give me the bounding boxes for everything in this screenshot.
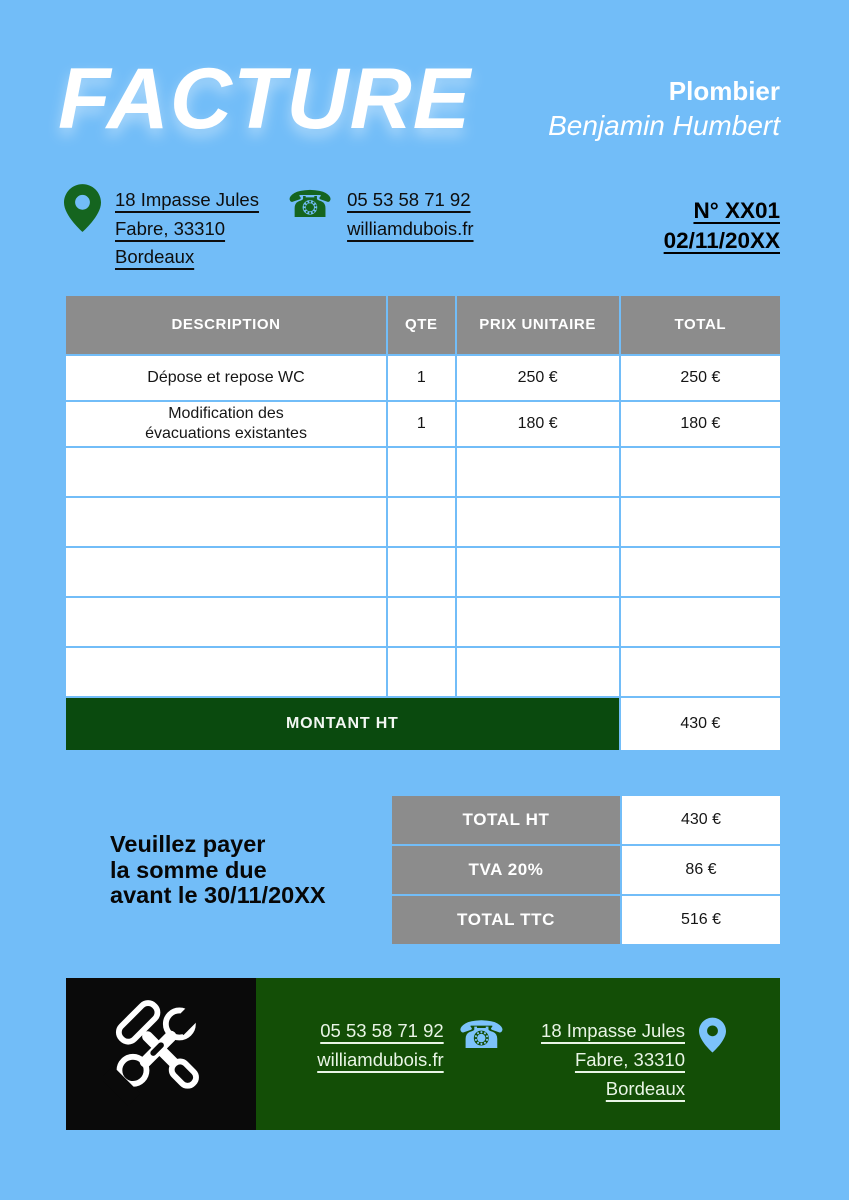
totals-row	[392, 846, 780, 894]
montant-ht-value: 430 €	[621, 698, 780, 750]
address-link[interactable]	[115, 184, 259, 272]
footer-phone-link[interactable]: 05 53 58 71 92	[320, 1020, 444, 1041]
empty-cell	[621, 498, 780, 546]
footer-website-link[interactable]: williamdubois.fr	[317, 1049, 444, 1070]
payment-note-line: Veuillez payer	[110, 831, 266, 857]
empty-cell	[621, 448, 780, 496]
empty-cell	[621, 598, 780, 646]
table-row	[66, 402, 780, 446]
item-total: 180 €	[621, 402, 780, 446]
tva-value: 86 €	[622, 846, 780, 894]
montant-ht-label: MONTANT HT	[66, 698, 619, 750]
logo-box	[66, 978, 256, 1130]
col-header-total: TOTAL	[621, 296, 780, 354]
invoice-date: 02/11/20XX	[663, 228, 780, 253]
empty-cell	[457, 598, 619, 646]
item-description-text: Modification des évacuations existantes	[145, 405, 307, 442]
footer-address-line[interactable]: Fabre, 33310	[574, 1049, 685, 1070]
empty-cell	[66, 448, 386, 496]
phone-icon: ☎	[286, 183, 334, 226]
website-link[interactable]: williamdubois.fr	[347, 217, 474, 239]
total-ttc-value: 516 €	[622, 896, 780, 944]
footer-address-link[interactable]	[541, 1014, 685, 1103]
tools-icon	[103, 994, 219, 1115]
empty-cell	[66, 648, 386, 696]
location-pin-icon	[64, 184, 101, 232]
address-line[interactable]: Fabre, 33310	[115, 217, 226, 239]
empty-cell	[457, 498, 619, 546]
footer-phone-group	[317, 1014, 505, 1130]
footer	[66, 978, 780, 1130]
item-total: 250 €	[621, 356, 780, 400]
footer-phone-icon: ☎	[457, 1013, 506, 1057]
totals-row	[392, 896, 780, 944]
item-qte: 1	[388, 402, 455, 446]
footer-bar	[256, 978, 780, 1130]
empty-cell	[66, 548, 386, 596]
total-ht-label: TOTAL HT	[392, 796, 620, 844]
brand-block	[548, 76, 780, 142]
empty-cell	[457, 548, 619, 596]
item-prix-unitaire: 250 €	[457, 356, 619, 400]
item-prix-unitaire: 180 €	[457, 402, 619, 446]
item-description	[66, 402, 386, 446]
footer-address-group	[541, 1014, 726, 1130]
payment-note-line: avant le 30/11/20XX	[110, 882, 326, 908]
owner-name: Benjamin Humbert	[548, 110, 780, 141]
address-group	[64, 184, 259, 272]
empty-row	[66, 648, 780, 696]
invoice-number: N° XX01	[693, 198, 780, 223]
footer-address-line[interactable]: Bordeaux	[605, 1078, 685, 1099]
table-row	[66, 356, 780, 400]
profession-label: Plombier	[668, 76, 780, 106]
montant-row	[66, 698, 780, 750]
empty-cell	[388, 598, 455, 646]
footer-phone-links	[317, 1014, 443, 1074]
totals-row	[392, 796, 780, 844]
items-tbody	[66, 356, 780, 750]
empty-cell	[388, 448, 455, 496]
empty-cell	[388, 548, 455, 596]
footer-location-pin-icon	[699, 1014, 726, 1058]
empty-cell	[621, 648, 780, 696]
phone-links	[347, 184, 473, 243]
item-qte: 1	[388, 356, 455, 400]
footer-address-line[interactable]: 18 Impasse Jules	[541, 1020, 685, 1041]
page-title: FACTURE	[58, 51, 472, 147]
empty-cell	[621, 548, 780, 596]
payment-note-line: la somme due	[110, 856, 267, 883]
empty-row	[66, 498, 780, 546]
empty-cell	[66, 498, 386, 546]
col-header-description: DESCRIPTION	[66, 296, 386, 354]
col-header-prix-unitaire: PRIX UNITAIRE	[457, 296, 619, 354]
items-header-row	[66, 296, 780, 354]
payment-note	[110, 832, 326, 909]
empty-row	[66, 598, 780, 646]
contact-row	[64, 184, 474, 272]
empty-cell	[66, 598, 386, 646]
items-table	[64, 294, 782, 752]
invoice-meta	[664, 196, 780, 256]
empty-row	[66, 448, 780, 496]
empty-cell	[457, 648, 619, 696]
phone-group	[287, 184, 474, 272]
empty-row	[66, 548, 780, 596]
totals-table	[390, 794, 782, 946]
phone-number-link[interactable]: 05 53 58 71 92	[347, 189, 471, 210]
empty-cell	[457, 448, 619, 496]
tva-label: TVA 20%	[392, 846, 620, 894]
address-line[interactable]: 18 Impasse Jules	[115, 189, 259, 210]
item-description: Dépose et repose WC	[66, 356, 386, 400]
address-line[interactable]: Bordeaux	[115, 246, 195, 267]
total-ttc-label: TOTAL TTC	[392, 896, 620, 944]
col-header-qte: QTE	[388, 296, 455, 354]
total-ht-value: 430 €	[622, 796, 780, 844]
empty-cell	[388, 648, 455, 696]
empty-cell	[388, 498, 455, 546]
